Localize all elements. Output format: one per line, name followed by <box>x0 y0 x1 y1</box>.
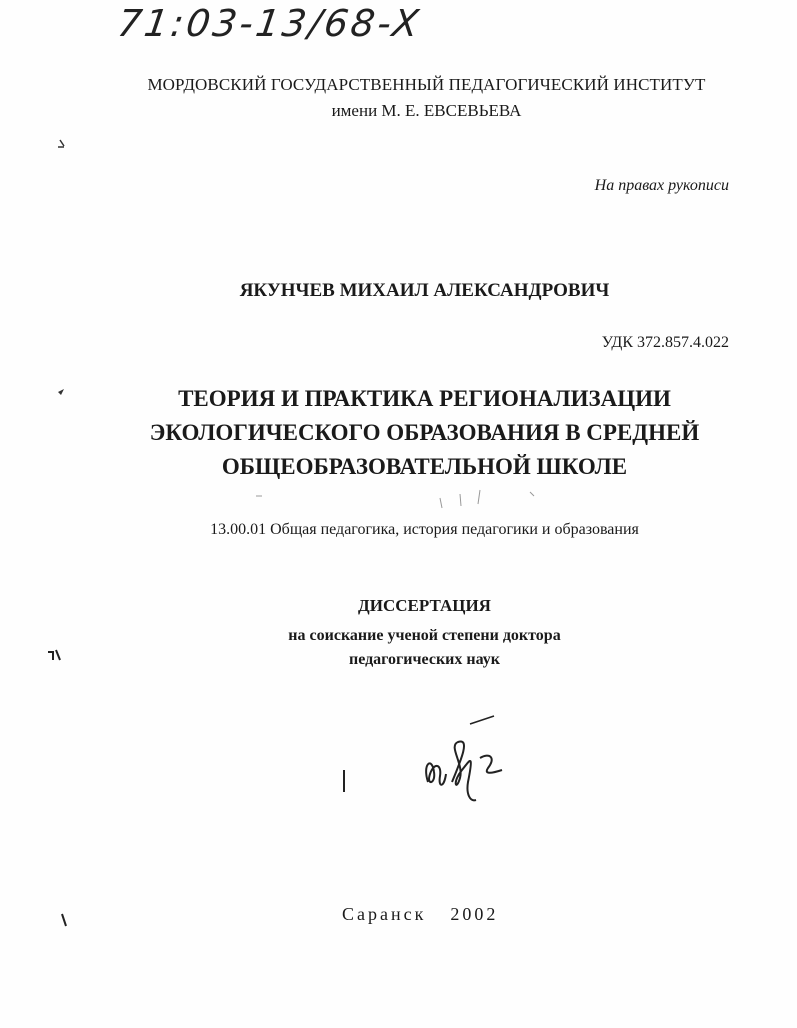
manuscript-note: На правах рукописи <box>594 177 729 194</box>
degree-statement <box>26 624 797 672</box>
city: Саранск <box>342 904 427 924</box>
institute-name: МОРДОВСКИЙ ГОСУДАРСТВЕННЫЙ ПЕДАГОГИЧЕСКИЙ ИНСТИТУТ <box>147 75 706 94</box>
archive-number: 71:03-13/68-X <box>114 2 425 45</box>
title-line: ОБЩЕОБРАЗОВАТЕЛЬНОЙ ШКОЛЕ <box>221 454 628 479</box>
udk-code: УДК 372.857.4.022 <box>601 334 729 351</box>
dissertation-kind: ДИССЕРТАЦИЯ <box>358 596 491 615</box>
handwritten-signature <box>330 712 520 812</box>
dissertation-title <box>26 382 797 484</box>
title-line: ТЕОРИЯ И ПРАКТИКА РЕГИОНАЛИЗАЦИИ <box>178 386 671 411</box>
specialty: 13.00.01 Общая педагогика, история педагогики и образования <box>210 521 639 538</box>
degree-line: педагогических наук <box>348 651 501 668</box>
author-name: ЯКУНЧЕВ МИХАИЛ АЛЕКСАНДРОВИЧ <box>239 280 610 301</box>
title-line: ЭКОЛОГИЧЕСКОГО ОБРАЗОВАНИЯ В СРЕДНЕЙ <box>149 420 700 445</box>
institute-named-after: имени М. Е. ЕВСЕВЬЕВА <box>331 101 522 120</box>
city-year <box>342 904 498 925</box>
year: 2002 <box>450 904 499 924</box>
degree-line: на соискание ученой степени доктора <box>288 627 561 644</box>
